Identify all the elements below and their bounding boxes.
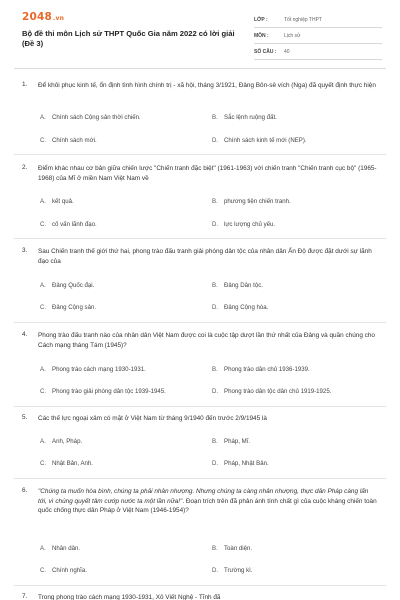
quoted-passage: "Chúng ta muốn hòa bình, chúng ta phải nhân nhượng. Nhưng chúng ta càng nhân nhượng, thực dân Pháp càng lấn tới, vì chúng quyết tâm cướp nước ta một lần nữa!" [38,488,369,505]
option-letter: C. [40,388,47,395]
option-a[interactable] [40,438,82,445]
question-number: 7. [22,593,28,600]
site-logo[interactable] [22,11,64,23]
question-divider [14,478,386,479]
option-text: Chính nghĩa. [52,567,87,574]
option-letter: D. [212,460,219,467]
option-b[interactable] [212,282,263,289]
question-number: 2. [22,164,28,171]
option-c[interactable] [40,567,87,574]
option-letter: B. [212,366,218,373]
option-letter: D. [212,137,219,144]
option-letter: D. [212,221,219,228]
question-text [38,487,378,516]
document-header [0,0,400,62]
option-b[interactable] [212,114,277,121]
option-a[interactable] [40,114,141,121]
option-a[interactable] [40,366,146,373]
option-letter: B. [212,282,218,289]
logo-suffix: .vn [53,15,65,22]
option-d[interactable] [212,388,331,395]
option-d[interactable] [212,221,275,228]
option-letter: B. [212,438,218,445]
option-text: Phong trào cách mạng 1930-1931. [52,366,146,373]
option-d[interactable] [212,460,269,467]
question-number: 6. [22,487,28,494]
option-b[interactable] [212,545,252,552]
meta-value: Lịch sử [284,33,301,39]
option-a[interactable] [40,545,80,552]
option-letter: C. [40,137,47,144]
question-text: Các thế lực ngoại xâm có mặt ở Việt Nam từ tháng 9/1940 đến trước 2/9/1945 là [38,415,267,422]
option-text: Nhân dân. [52,545,81,552]
option-c[interactable] [40,304,96,311]
option-text: Trường kì. [224,567,253,574]
option-c[interactable] [40,221,97,228]
option-text: Toàn diện. [224,545,253,552]
question-divider [14,585,386,586]
option-text: Chính sách kinh tế mới (NEP). [224,137,307,144]
option-letter: B. [212,545,218,552]
option-a[interactable] [40,282,94,289]
question-number: 5. [22,414,28,421]
option-text: Pháp, Mĩ. [224,438,251,445]
option-text: kết quả. [52,198,74,205]
header-divider [14,68,386,69]
option-d[interactable] [212,567,253,574]
option-letter: D. [212,567,219,574]
option-c[interactable] [40,460,93,467]
option-text: Pháp, Nhật Bản. [224,460,269,467]
document-title: Bộ đề thi môn Lịch sử THPT Quốc Gia năm 2022 có lời giải (Đề 3) [22,29,235,48]
option-letter: A. [40,545,46,552]
option-b[interactable] [212,198,291,205]
question-text: Để khôi phục kinh tế, ổn định tình hình chính trị - xã hội, tháng 3/1921, Đảng Bôn-sê vích (Nga) đã quyết định thực hiện [38,82,376,89]
option-text: Nhật Bản, Anh. [52,460,93,467]
question-divider [14,322,386,323]
meta-value: 40 [284,49,290,55]
question-number: 3. [22,247,28,254]
question-text: Điểm khác nhau cơ bản giữa chiến lược "Chiến tranh đặc biệt" (1961-1963) với chiến tranh "Chiến tranh cục bộ" (1965-1968) của Mĩ ở miền Nam Việt Nam về [38,165,377,182]
option-c[interactable] [40,388,166,395]
option-c[interactable] [40,137,97,144]
option-d[interactable] [212,137,307,144]
option-letter: A. [40,114,46,121]
meta-row-subject [254,30,382,44]
option-letter: B. [212,198,218,205]
question-number: 1. [22,81,28,88]
option-text: Anh, Pháp. [52,438,83,445]
question-divider [14,238,386,239]
meta-label: SỐ CÂU : [254,49,277,55]
option-text: Đảng Cộng sản. [52,304,97,311]
option-d[interactable] [212,304,268,311]
exam-meta [254,14,382,62]
option-letter: C. [40,221,47,228]
option-letter: A. [40,282,46,289]
question-text: Phong trào đấu tranh nào của nhân dân Việt Nam được coi là cuộc tập dượt lần thứ nhất của Đảng và quần chúng cho Cách mạng tháng Tám (1945)? [38,332,375,349]
meta-row-class [254,14,382,28]
option-letter: C. [40,460,47,467]
option-letter: D. [212,388,219,395]
option-letter: A. [40,198,46,205]
meta-row-count [254,46,382,60]
option-text: cố vấn lãnh đạo. [52,221,97,228]
meta-label: MÔN : [254,33,269,39]
option-letter: B. [212,114,218,121]
question-text: Sau Chiến tranh thế giới thứ hai, phong trào đấu tranh giải phóng dân tộc của nhân dân Ấn Độ được đặt dưới sự lãnh đạo của [38,248,372,265]
option-text: Đảng Quốc đại. [52,282,95,289]
option-text: Chính sách Cộng sản thời chiến. [52,114,141,121]
option-letter: D. [212,304,219,311]
option-text: Phong trào giải phóng dân tộc 1939-1945. [52,388,166,395]
option-text: Phong trào dân tộc dân chủ 1919-1925. [224,388,332,395]
question-number: 4. [22,331,28,338]
option-text: lực lượng chủ yếu. [224,221,276,228]
meta-value: Tốt nghiệp THPT [284,17,322,23]
meta-label: LỚP : [254,17,268,23]
option-b[interactable] [212,438,250,445]
logo-text: 2048 [22,11,53,23]
question-divider [14,154,386,155]
option-b[interactable] [212,366,310,373]
option-text: Đảng Dân tộc. [224,282,263,289]
option-text: Sắc lệnh ruộng đất. [224,114,277,121]
option-text: Đảng Cộng hòa. [224,304,269,311]
option-letter: C. [40,304,47,311]
option-a[interactable] [40,198,74,205]
question-text: Trong phong trào cách mạng 1930-1931, Xô Viết Nghệ - Tĩnh đã [38,594,221,600]
option-letter: A. [40,438,46,445]
option-text: phương tiện chiến tranh. [224,198,291,205]
option-letter: A. [40,366,46,373]
option-text: Chính sách mới. [52,137,97,144]
option-letter: C. [40,567,47,574]
question-divider [14,406,386,407]
option-text: Phong trào dân chủ 1936-1939. [224,366,310,373]
question-prompt: . Đoạn trích trên đã phản ánh tính chất gì của cuộc kháng chiến toàn quốc chống thực dân Pháp ở Việt Nam (1946-1954)? [38,497,377,515]
